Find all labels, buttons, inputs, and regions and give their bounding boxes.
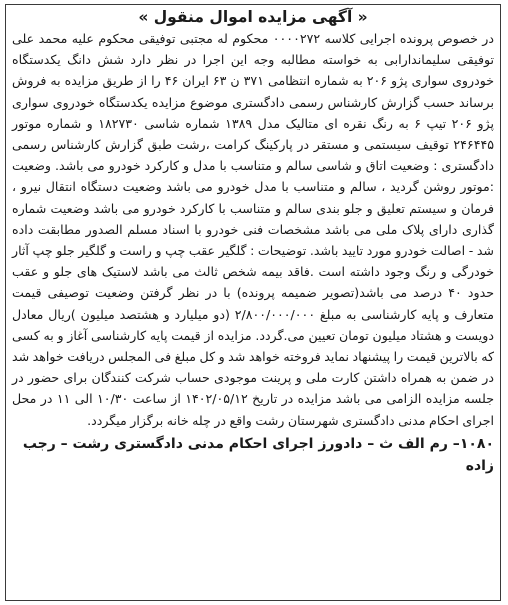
notice-signature: ۱۰۸۰– رم الف ث – دادورز اجرای احکام مدنی دادگستری رشت – رجب زاده (22, 435, 494, 474)
notice-body: در خصوص پرونده اجرایی کلاسه ۰۰۰۰۲۷۲ محکوم له مجتبی توفیقی محکوم علیه محمد علی توفیقی سلیماندارابی به خواسته مطالبه وجه این اجرا در نظر دارد شش دانگ یکدستگاه خودروی سواری پژو ۲۰۶ به شماره انتظامی ۳۷۱ ن ۶۳ ایران ۴۶ را از طریق مزایده به فروش برساند حسب گزارش کارشناس رسمی دادگستری موضوع مزایده یکدستگاه خودروی سواری پژو ۲۰۶ تیپ ۶ به رنگ نقره ای متالیک مدل ۱۳۸۹ شماره شاسی ۱۸۲۷۳۰ و شماره موتور ۲۴۶۴۴۵ توقیف سیستمی و مستقر در پارکینگ کرامت ،رشت طبق گزارش کارشناس رسمی دادگستری : وضعیت اتاق و شاسی سالم و متناسب با مدل و کارکرد خودرو می باشد. وضعیت :موتور روشن گردید ، سالم و متناسب با مدل خودرو می باشد وضعیت دستگاه انتقال نیرو ، فرمان و سیستم تعلیق و جلو بندی سالم و متناسب با کارکرد خودرو می باشد وضعیت شماره گذاری دارای پلاک ملی می باشد مشخصات فنی خودرو با اسناد مسلم الصدور مطابقت داده شد - اصالت خودرو مورد تایید باشد. توضیحات : گلگیر عقب چپ و راست و گلگیر جلو چپ آثار خودرگی و رنگ وجود داشته است .فاقد بیمه شخص ثالث می باشد لاستیک های جلو و عقب حدود ۴۰ درصد می باشد(تصویر ضمیمه پرونده) با در نظر گرفتن وضعیت توصیفی قیمت متعارف و پایه کارشناسی به مبلغ ۲/۸۰۰/۰۰۰/۰۰۰ (دو میلیارد و هشتصد میلیون )ریال معادل دویست و هشتاد میلیون تومان تعیین می.گردد. مزایده از قیمت پایه کارشناسی آغاز و به کسی که بالاترین قیمت را پیشنهاد نماید فروخته خواهد شد و کل مبلغ فی المجلس دریافت خواهد شد در ضمن به همراه داشتن کارت ملی و پرینت موجودی حساب شرکت کنندگان برای حضور در جلسه مزایده الزامی می باشد مزایده در تاریخ ۱۴۰۲/۰۵/۱۲ از ساعت ۱۰/۳۰ الی ۱۱ در محل اجرای احکام مدنی دادگستری شهرستان رشت واقع در چله خانه برگزار میگردد. (12, 31, 495, 428)
notice-title: « آگهی مزایده اموال منقول » (138, 8, 368, 26)
auction-notice (5, 4, 501, 601)
